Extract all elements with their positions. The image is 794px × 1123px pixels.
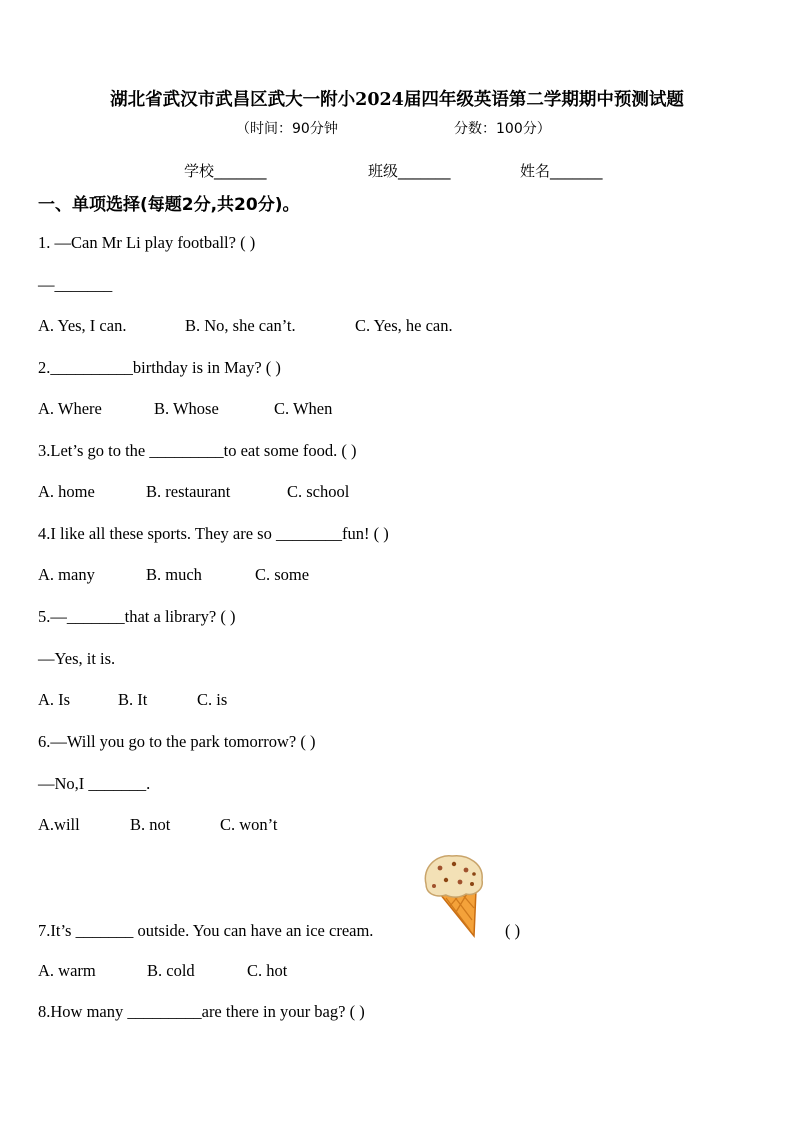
question-4-option-b: B. much (146, 565, 202, 584)
question-2-option-c: C. When (274, 399, 333, 418)
question-6-answer-line: —No,I _______. (38, 774, 151, 793)
question-6-option-a: A.will (38, 815, 80, 834)
question-2-option-b: B. Whose (154, 399, 219, 418)
question-4-stem: 4.I like all these sports. They are so ________fun! ( ) (38, 524, 389, 543)
question-2-stem: 2.__________birthday is in May? ( ) (38, 358, 281, 377)
exam-title: 湖北省武汉市武昌区武大一附小2024届四年级英语第二学期期中预测试题 (110, 90, 684, 110)
name-field: 姓名_______ (520, 162, 603, 180)
question-7-stem: 7.It’s _______ outside. You can have an ice cream. (38, 921, 374, 940)
question-7-paren: ( ) (505, 921, 521, 940)
question-7-option-c: C. hot (247, 961, 288, 980)
question-5-stem: 5.—_______that a library? ( ) (38, 607, 236, 626)
question-3-stem: 3.Let’s go to the _________to eat some food. ( ) (38, 441, 357, 460)
question-2-option-a: A. Where (38, 399, 102, 418)
question-1-option-a: A. Yes, I can. (38, 316, 127, 335)
question-4-option-c: C. some (255, 565, 310, 584)
exam-score: 分数：100分） (454, 121, 551, 137)
question-7-option-b: B. cold (147, 961, 195, 980)
question-6-option-c: C. won’t (220, 815, 278, 834)
question-3-option-c: C. school (287, 482, 350, 501)
question-1-option-c: C. Yes, he can. (355, 316, 453, 335)
exam-time: （时间：90分钟 (236, 121, 338, 137)
question-3-option-a: A. home (38, 482, 95, 501)
school-field: 学校_______ (184, 162, 267, 180)
question-5-option-b: B. It (118, 690, 148, 709)
class-field: 班级_______ (368, 162, 451, 180)
question-8-stem: 8.How many _________are there in your bag? ( ) (38, 1002, 365, 1021)
question-5-option-a: A. Is (38, 690, 71, 709)
question-1-option-b: B. No, she can’t. (185, 316, 296, 335)
question-1-answer-line: —_______ (38, 275, 113, 294)
question-6-option-b: B. not (130, 815, 171, 834)
ice-cream-icon (418, 850, 490, 942)
question-6-stem: 6.—Will you go to the park tomorrow? ( ) (38, 732, 316, 751)
question-4-option-a: A. many (38, 565, 95, 584)
question-7-option-a: A. warm (38, 961, 96, 980)
question-3-option-b: B. restaurant (146, 482, 231, 501)
question-5-option-c: C. is (197, 690, 228, 709)
question-5-answer-line: —Yes, it is. (38, 649, 116, 668)
section-heading: 一、单项选择(每题2分,共20分)。 (38, 195, 300, 215)
question-1-stem: 1. —Can Mr Li play football? ( ) (38, 233, 256, 252)
